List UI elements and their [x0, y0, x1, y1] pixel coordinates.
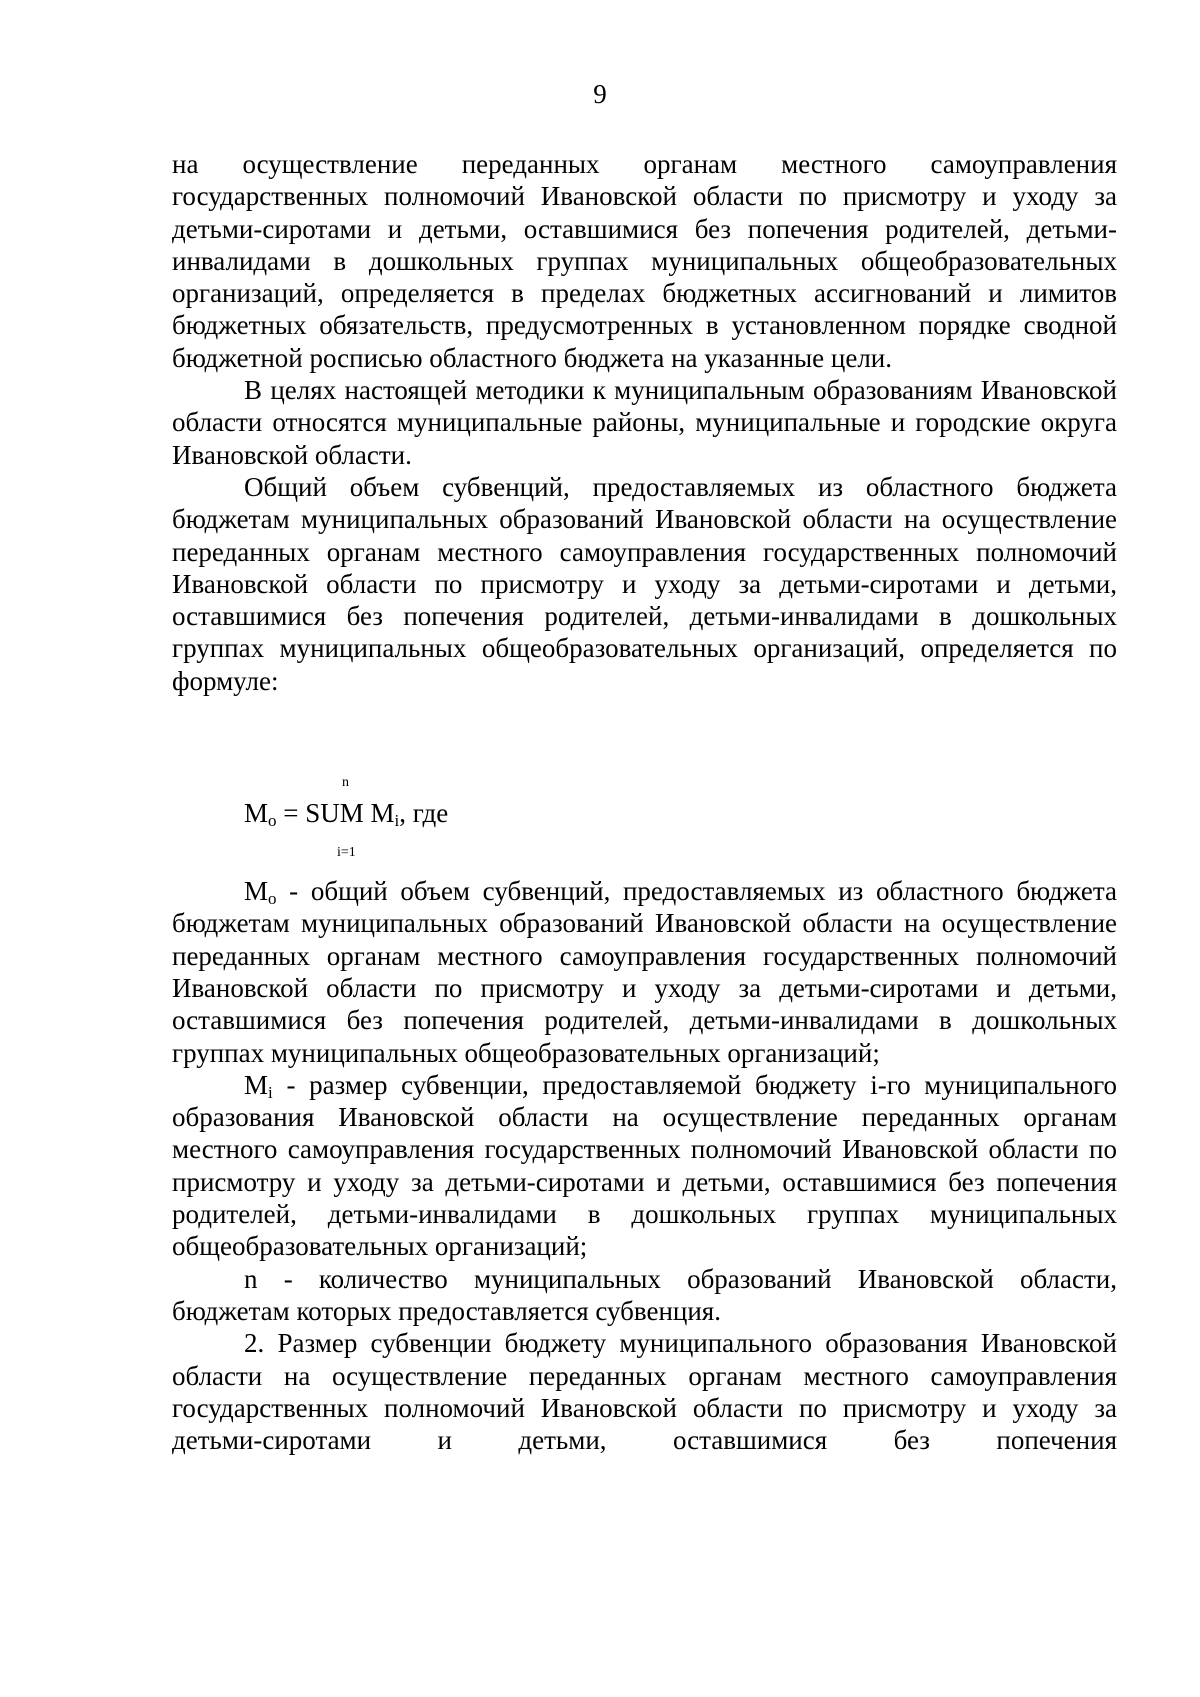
paragraph-total-volume: Общий объем субвенций, предоставляемых из областного бюджета бюджетам муниципальных образований Ивановской области на осуществление переданных органам местного самоуправления государственных полномочий Ивановской области по присмотру и уходу за детьми-сиротами и детьми, оставшимися без попечения родителей, детьми-инвалидами в дошкольных группах муниципальных общеобразовательных организаций, определяется по формуле:	[172, 471, 1117, 696]
section-2-paragraph: 2. Размер субвенции бюджету муниципального образования Ивановской области на осуществление переданных органам местного самоуправления государственных полномочий Ивановской области по присмотру и уходу за детьми-сиротами и детьми, оставшимися без попечения	[172, 1328, 1117, 1456]
formula-tail: , где	[399, 798, 449, 829]
sum-upper-limit: n	[342, 775, 349, 791]
page-number: 9	[593, 79, 607, 109]
definition-mo-text: - общий объем субвенций, предоставляемых из областного бюджета бюджетам муниципальных образований Ивановской области на осуществление переданных органам местного самоуправления государственных полномочий Ивановской области по присмотру и уходу за детьми-сиротами и детьми, оставшимися без попечения родителей, детьми-инвалидами в дошкольных группах муниципальных общеобразовательных организаций;	[172, 876, 1117, 1068]
formula-lhs-subscript: o	[268, 811, 277, 831]
document-body	[172, 148, 1117, 1456]
sum-lower-limit: i=1	[337, 845, 356, 861]
definition-mi-text: - размер субвенции, предоставляемой бюджету i-го муниципального образования Ивановской области на осуществление переданных органам местного самоуправления государственных полномочий Ивановской области по присмотру и уходу за детьми-сиротами и детьми, оставшимися без попечения родителей, детьми-инвалидами в дошкольных группах муниципальных общеобразовательных организаций;	[172, 1069, 1117, 1262]
definition-mi-symbol: M	[244, 1069, 269, 1100]
formula-term-subscript: i	[394, 811, 400, 831]
formula-main	[244, 797, 448, 829]
paragraph-continuation: на осуществление переданных органам местного самоуправления государственных полномочий Ивановской области по присмотру и уходу за детьми-сиротами и детьми, оставшимися без попечения родителей, детьми-инвалидами в дошкольных группах муниципальных общеобразовательных организаций, определяется в пределах бюджетных ассигнований и лимитов бюджетных обязательств, предусмотренных в установленном порядке сводной бюджетной росписью областного бюджета на указанные цели.	[172, 149, 1117, 373]
definition-mi	[172, 1069, 1117, 1263]
paragraph-municipal-definition: В целях настоящей методики к муниципальным образованиям Ивановской области относятся муниципальные районы, муниципальные и городские округа Ивановской области.	[172, 375, 1117, 470]
definition-mo-subscript: o	[268, 889, 277, 909]
formula-block	[172, 697, 1117, 875]
formula-lhs: M	[244, 798, 269, 829]
formula-sum: = SUM M	[276, 798, 395, 829]
definition-mo-symbol: M	[244, 876, 269, 907]
definition-mo	[172, 875, 1117, 1069]
definition-mi-subscript: i	[268, 1082, 273, 1102]
definition-n: n - количество муниципальных образований Ивановской области, бюджетам которых предоставляется субвенция.	[172, 1263, 1117, 1326]
